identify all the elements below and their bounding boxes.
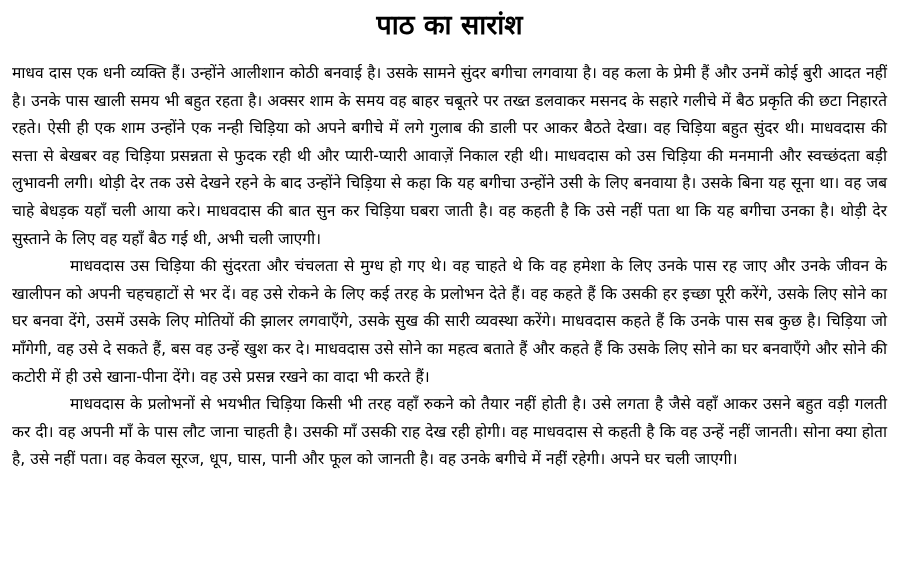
paragraph-3: माधवदास के प्रलोभनों से भयभीत चिड़िया किसी भी तरह वहाँ रुकने को तैयार नहीं होती है। उसे लगता है जैसे वहाँ आकर उसने बहुत वड़ी गलती कर दी। वह अपनी माँ के पास लौट जाना चाहती है। उसकी माँ उसकी राह देख रही होगी। वह माधवदास से कहती है कि वह उन्हें नहीं जानती। सोना क्या होता है, उसे नहीं पता। वह केवल सूरज, धूप, घास, पानी और फूल को जानती है। वह उनके बगीचे में नहीं रहेगी। अपने घर चली जाएगी। — [12, 395, 887, 469]
paragraph-1: माधव दास एक धनी व्यक्ति हैं। उन्होंने आलीशान कोठी बनवाई है। उसके सामने सुंदर बगीचा लगवाया है। वह कला के प्रेमी हैं और उनमें कोई बुरी आदत नहीं है। उनके पास खाली समय भी बहुत रहता है। अक्सर शाम के समय वह बाहर चबूतरे पर तख्त डलवाकर मसनद के सहारे गलीचे में बैठ प्रकृति की छटा निहारते रहते। ऐसी ही एक शाम उन्होंने एक नन्ही चिड़िया को अपने बगीचे में लगे गुलाब की डाली पर आकर बैठते देखा। वह चिड़िया बहुत सुंदर थी। माधवदास की सत्ता से बेखबर वह चिड़िया प्रसन्नता से फुदक रही थी और प्यारी-प्यारी आवाज़ें निकाल रही थी। माधवदास को उस चिड़िया की मनमानी और स्वच्छंदता बड़ी लुभावनी लगी। थोड़ी देर तक उसे देखने रहने के बाद उन्होंने चिड़िया से कहा कि यह बगीचा उन्होंने उसी के लिए बनवाया है। उसके बिना यह सूना था। वह जब चाहे बेधड़क यहाँ चली आया करे। माधवदास की बात सुन कर चिड़िया घबरा जाती है। वह कहती है कि उसे नहीं पता था कि यह बगीचा उनका है। थोड़ी देर सुस्ताने के लिए वह यहाँ बैठ गई थी, अभी चली जाएगी। — [12, 64, 888, 248]
page-title: पाठ का सारांश — [376, 10, 523, 41]
paragraph-2: माधवदास उस चिड़िया की सुंदरता और चंचलता से मुग्ध हो गए थे। वह चाहते थे कि वह हमेशा के लिए उनके पास रह जाए और उनके जीवन के खालीपन को अपनी चहचहाटों से भर दें। वह उसे रोकने के लिए कई तरह के प्रलोभन देते हैं। वह कहते हैं कि उसकी हर इच्छा पूरी करेंगे, उसके लिए सोने का घर बनवा देंगे, उसमें उसके लिए मोतियों की झालर लगवाएँगे, उसके सुख की सारी व्यवस्था करेंगे। माधवदास कहते हैं कि उनके पास सब कुछ है। चिड़िया जो माँगेगी, वह उसे दे सकते हैं, बस वह उन्हें खुश कर दे। माधवदास उसे सोने का महत्व बताते हैं और कहते हैं कि उसके लिए सोने का घर बनवाएँगे और सोने की कटोरी में ही उसे खाना-पीना देंगे। वह उसे प्रसन्न रखने का वादा भी करते हैं। — [12, 257, 887, 386]
